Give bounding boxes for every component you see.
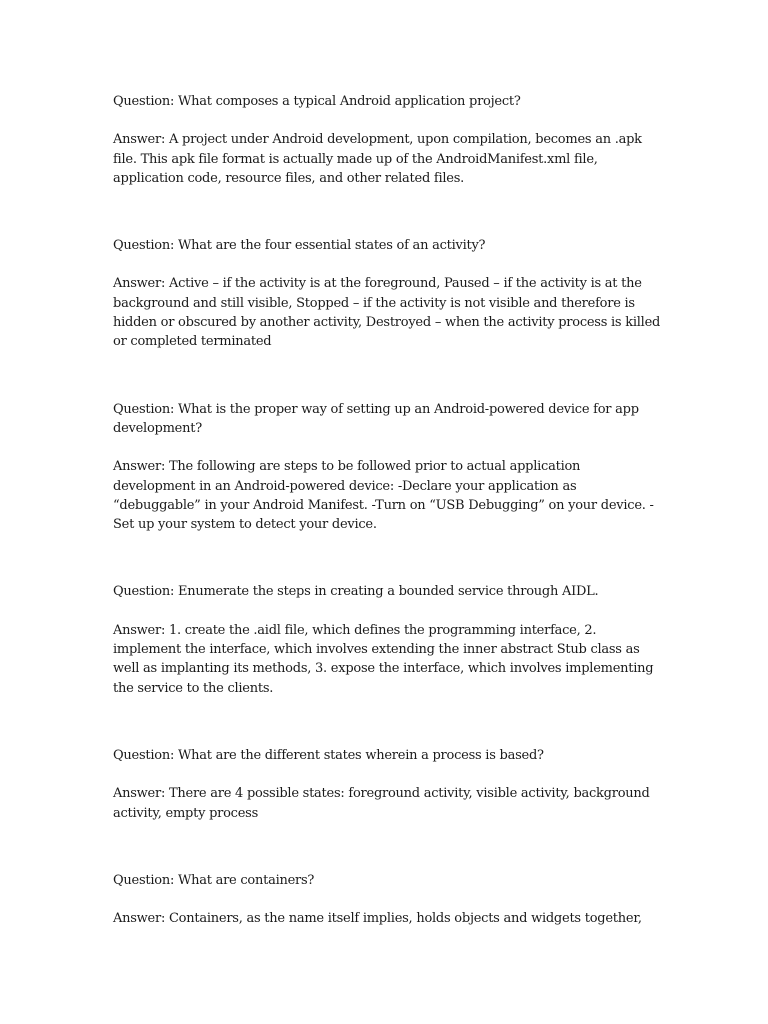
qa-item-2: [113, 236, 661, 351]
qa-item-4: [113, 582, 661, 697]
question-text: Question: What are the different states wherein a process is based?: [113, 747, 544, 763]
answer-text: Answer: A project under Android development, upon compilation, becomes an .apk file. This apk file format is actually made up of the AndroidManifest.xml file, application code, resource files, and other related files.: [113, 132, 642, 186]
question-text: Question: What are the four essential states of an activity?: [113, 238, 486, 254]
answer-text: Answer: Active – if the activity is at the foreground, Paused – if the activity is at the background and still visible, Stopped – if the activity is not visible and therefore is hidden or obscured by another activity, Destroyed – when the activity process is killed or completed terminated: [113, 276, 661, 350]
answer-text: Answer: 1. create the .aidl file, which defines the programming interface, 2. implement the interface, which involves extending the inner abstract Stub class as well as implanting its methods, 3. expose the interface, which involves implementing the service to the clients.: [113, 622, 654, 696]
question-text: Question: What composes a typical Android application project?: [113, 94, 521, 109]
question-text: Question: What is the proper way of setting up an Android-powered device for app development?: [113, 401, 639, 436]
question-text: Question: Enumerate the steps in creating a bounded service through AIDL.: [113, 584, 599, 600]
qa-item-6: [113, 871, 661, 929]
qa-item-3: [113, 400, 661, 535]
question-text: Question: What are containers?: [113, 872, 315, 888]
answer-text: Answer: The following are steps to be followed prior to actual application development in an Android-powered device: -Declare your application as “debuggable” in your Android Manifest. -Turn on “USB Debugging” on your device. -Set up your system to detect your device.: [113, 459, 654, 533]
answer-text: Answer: Containers, as the name itself implies, holds objects and widgets together,: [113, 911, 642, 927]
qa-item-1: [113, 92, 661, 188]
qa-content: [113, 92, 661, 976]
answer-text: Answer: There are 4 possible states: foreground activity, visible activity, background activity, empty process: [113, 786, 650, 821]
qa-item-5: [113, 746, 661, 823]
